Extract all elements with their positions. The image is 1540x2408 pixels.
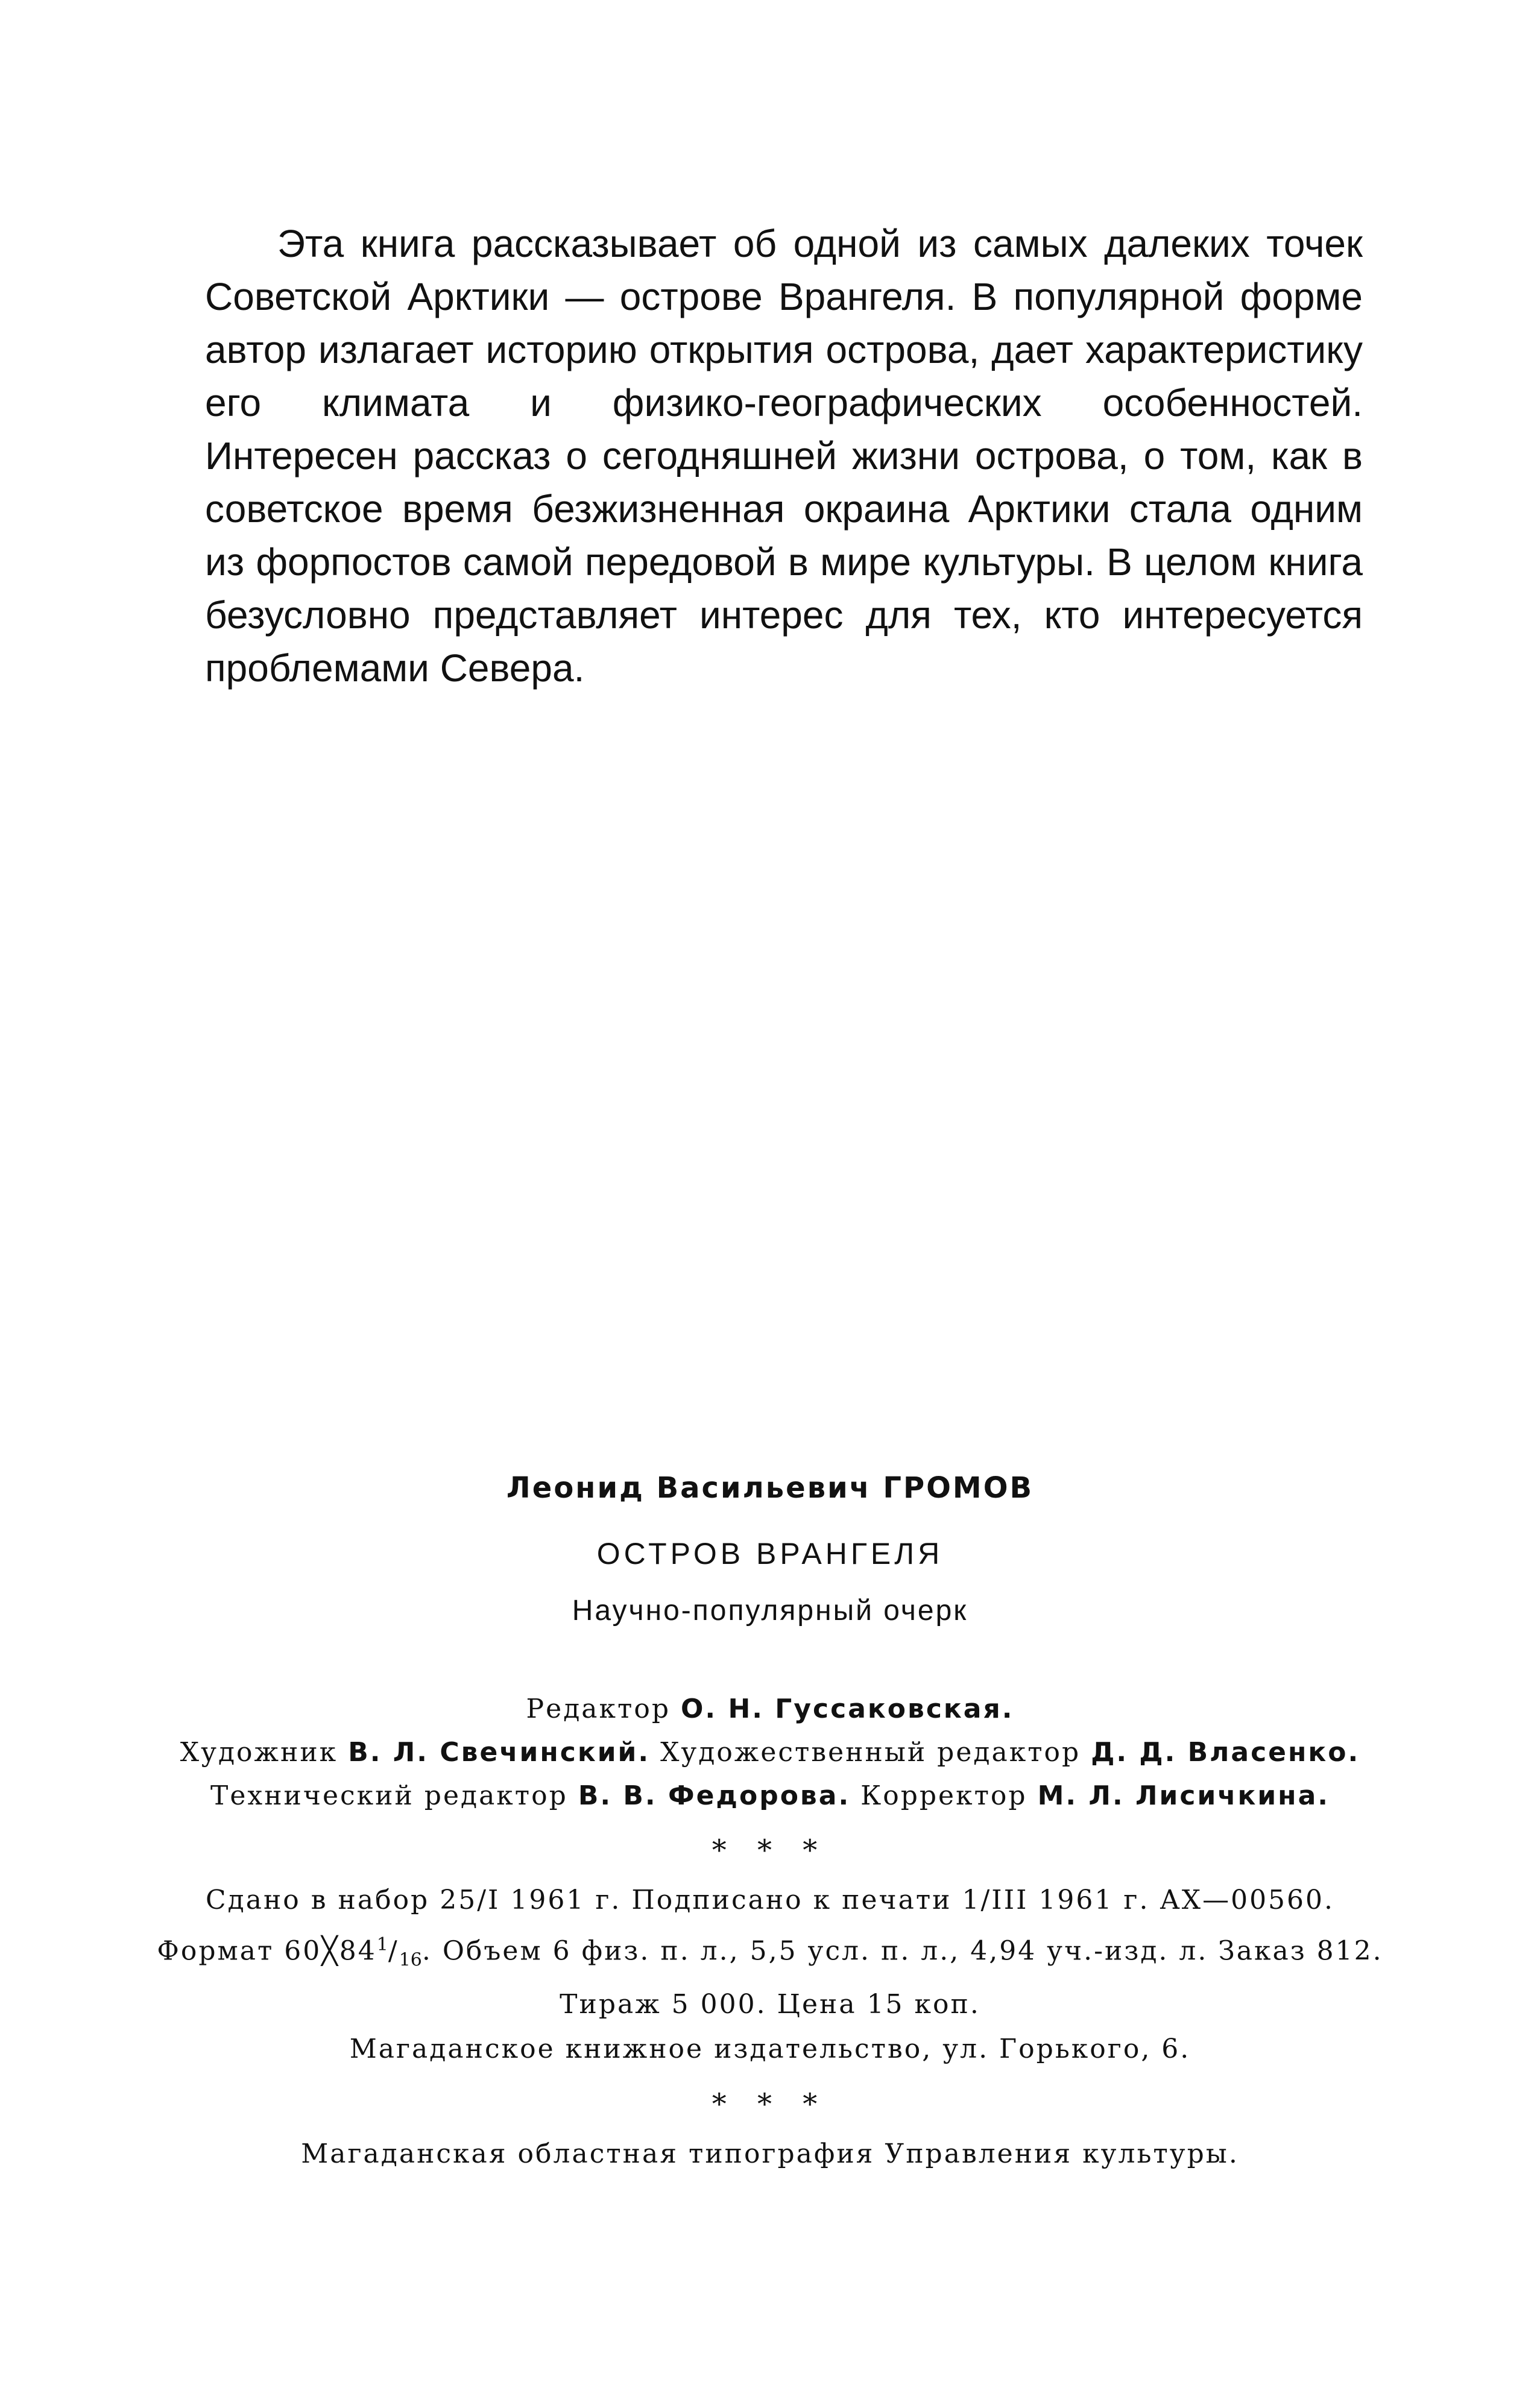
- format-rest: . Объем 6 физ. п. л., 5,5 усл. п. л., 4,94 уч.-изд. л. Заказ 812.: [421, 1935, 1383, 1967]
- book-subtitle: Научно-популярный очерк: [572, 1595, 968, 1627]
- art-editor-label: Художественный редактор: [660, 1737, 1081, 1768]
- format-prefix: Формат 60: [157, 1935, 322, 1967]
- art-editor-name: Д. Д. Власенко.: [1091, 1737, 1360, 1768]
- printer-line: Магаданская областная типография Управления культуры.: [301, 2139, 1239, 2170]
- section-divider-stars-2: * * *: [712, 2087, 828, 2122]
- format-times-sign: ╳: [321, 1935, 339, 1967]
- proofreader-name: М. Л. Лисичкина.: [1037, 1780, 1330, 1811]
- tech-editor-label: Технический редактор: [210, 1780, 568, 1811]
- author-name: Леонид Васильевич ГРОМОВ: [506, 1471, 1034, 1505]
- tech-editor-credit: [48, 1774, 1492, 1818]
- format-84: 84: [339, 1935, 377, 1967]
- format-slash: /: [388, 1935, 399, 1967]
- artist-credit: [48, 1731, 1492, 1774]
- publisher-line: Магаданское книжное издательство, ул. Горького, 6.: [349, 2034, 1191, 2065]
- proofreader-label: Корректор: [860, 1780, 1027, 1811]
- typeset-line: Сдано в набор 25/I 1961 г. Подписано к печати 1/III 1961 г. АХ—00560.: [205, 1885, 1335, 1915]
- imprint-block: [48, 1471, 1492, 2176]
- print-run-line: Тираж 5 000. Цена 15 коп.: [560, 1989, 980, 2020]
- format-line: [48, 1923, 1492, 1982]
- editor-label: Редактор: [526, 1694, 671, 1724]
- artist-name: В. Л. Свечинский.: [348, 1737, 651, 1768]
- editor-credit: [48, 1688, 1492, 1731]
- editor-name: О. Н. Гуссаковская.: [681, 1694, 1014, 1724]
- artist-label: Художник: [180, 1737, 338, 1768]
- annotation-paragraph: Эта книга рассказывает об одной из самых далеких точек Советской Арктики — острове Врангеля. В популярной форме автор излагает историю открытия острова, дает характеристику его климата и физико-географических особенностей. Интересен рассказ о сегодняшней жизни острова, о том, как в советское время безжизненная окраина Арктики стала одним из форпостов самой передовой в мире культуры. В целом книга безусловно представляет интерес для тех, кто интересуется проблемами Севера.: [205, 222, 1363, 690]
- section-divider-stars: * * *: [712, 1833, 828, 1867]
- format-sub: 16: [399, 1949, 422, 1971]
- format-sup: 1: [376, 1934, 388, 1955]
- tech-editor-name: В. В. Федорова.: [578, 1780, 851, 1811]
- book-title: ОСТРОВ ВРАНГЕЛЯ: [596, 1537, 944, 1571]
